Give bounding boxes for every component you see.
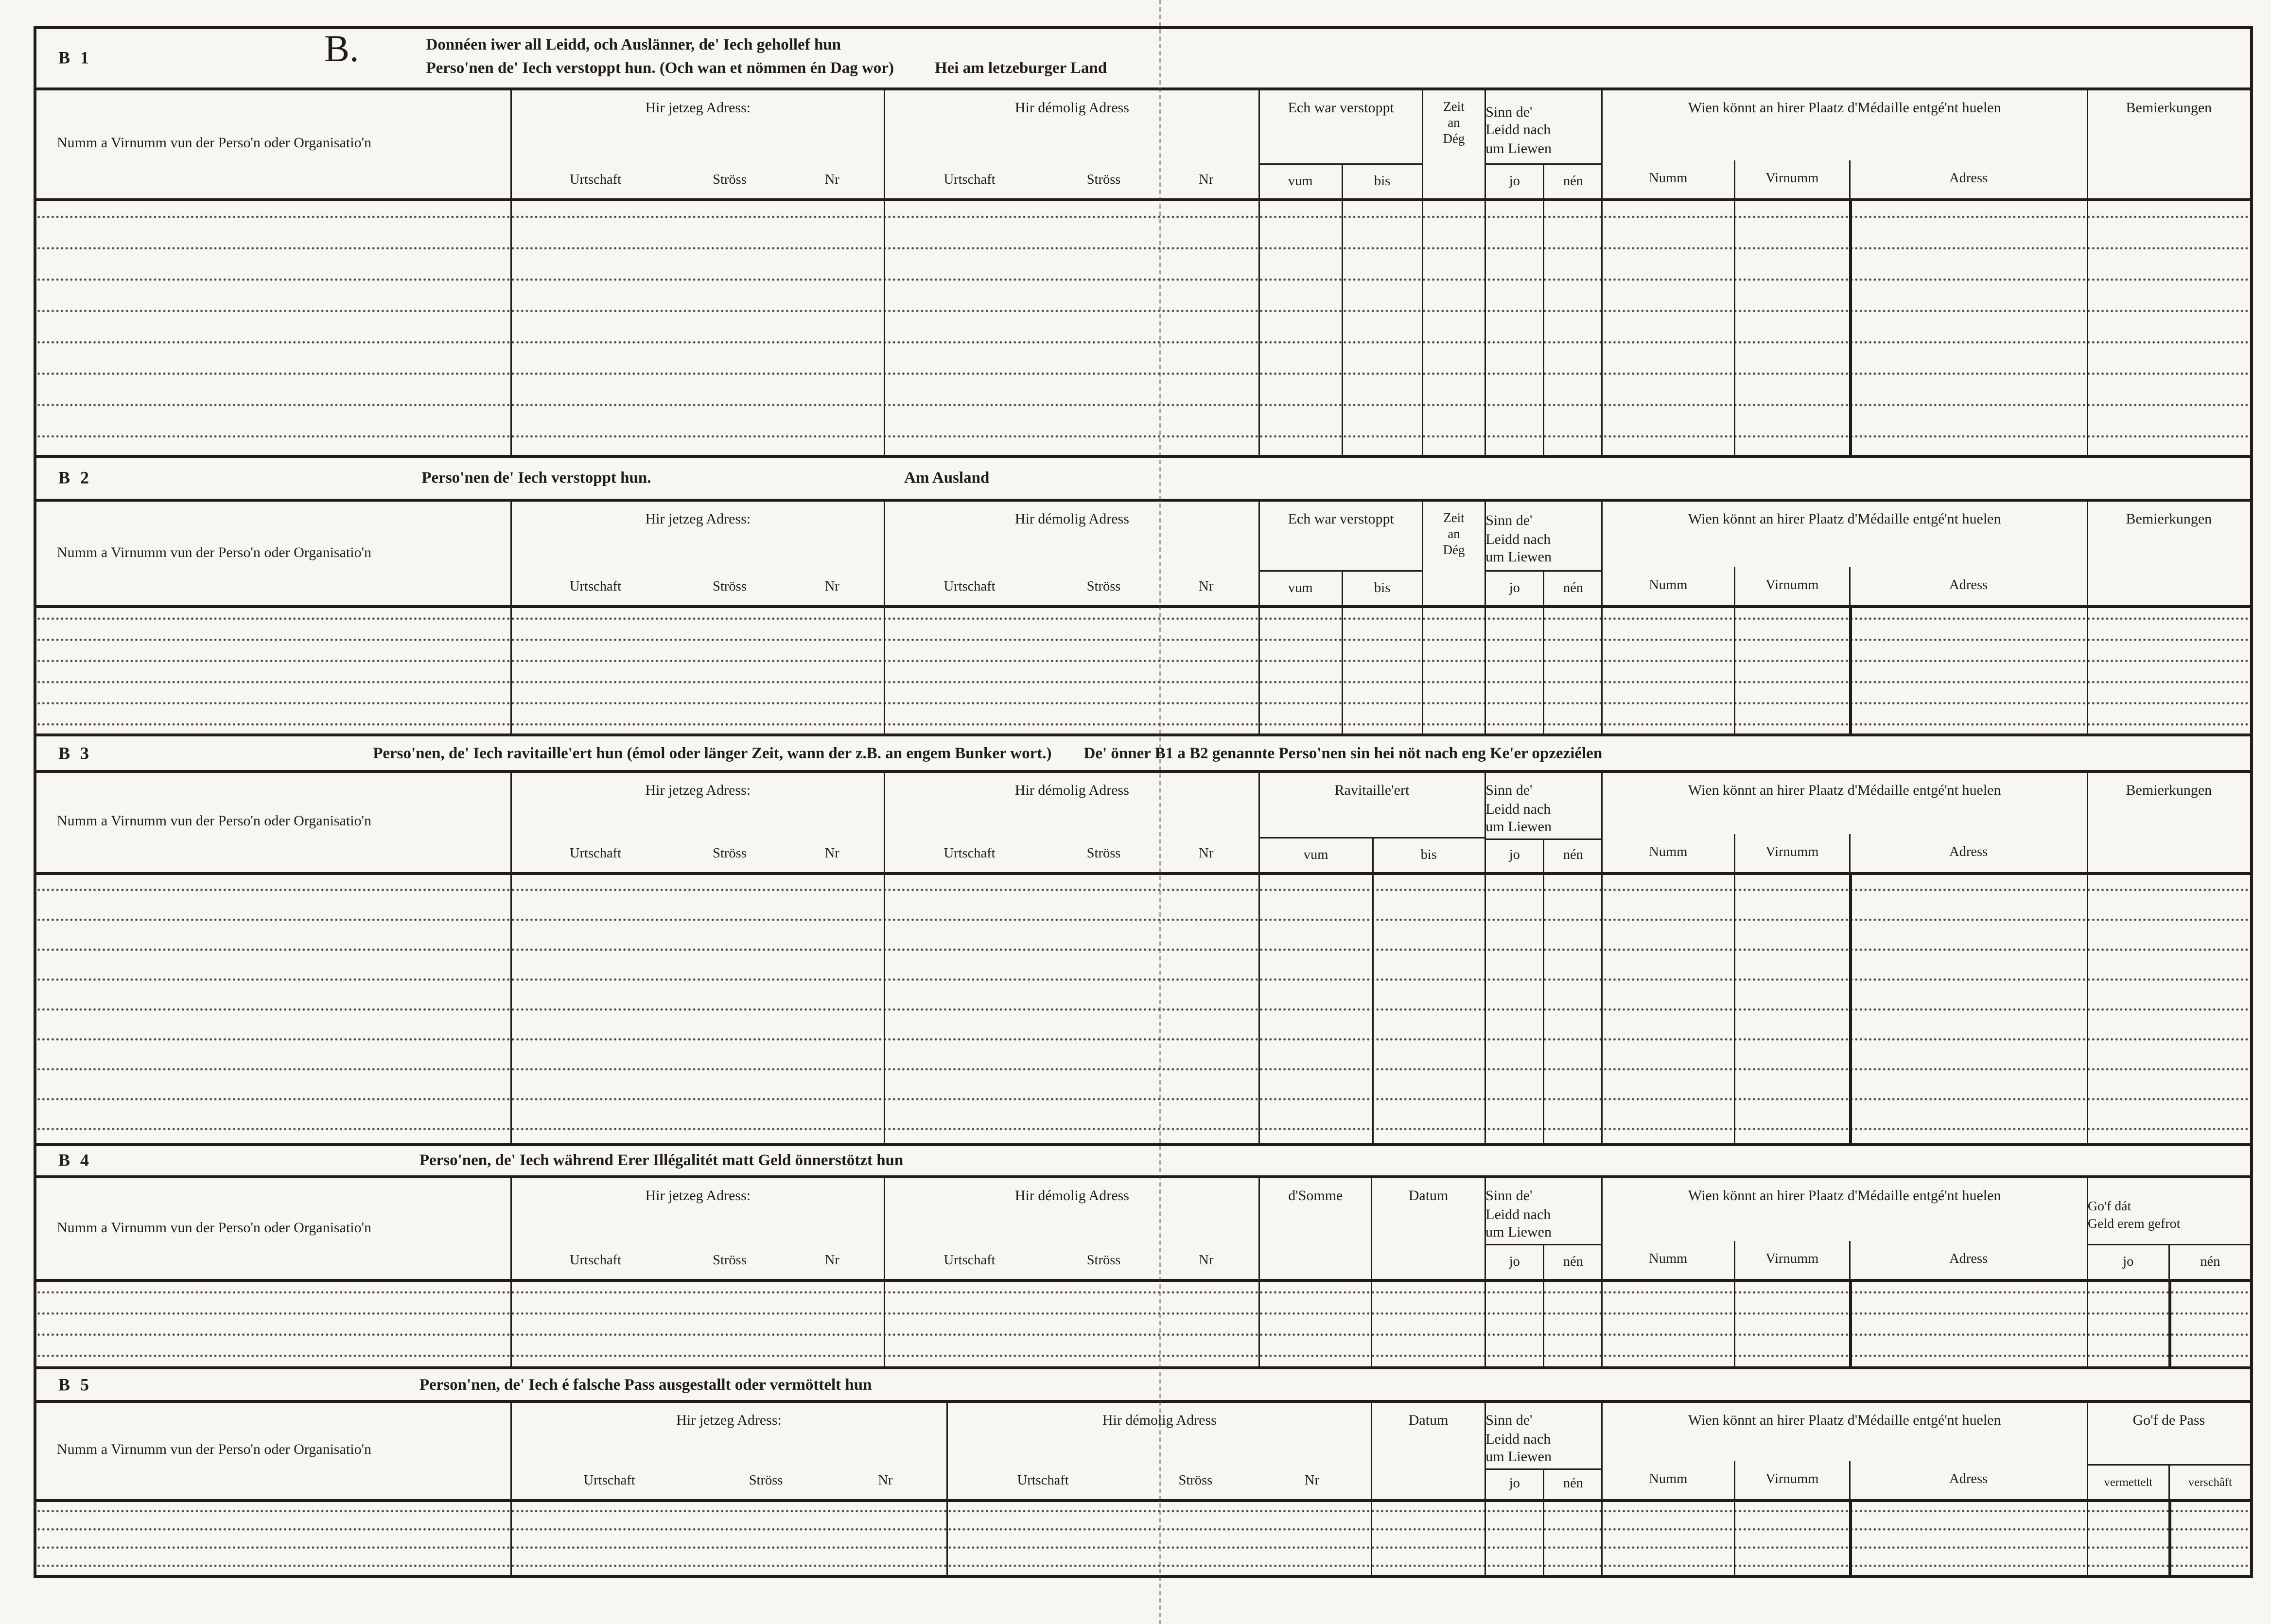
- divider: [1341, 201, 1343, 455]
- b2-rows-name: [36, 608, 510, 733]
- alive-label-3: um Liewen: [1485, 1449, 1552, 1466]
- subcol-numm-label: Numm: [1649, 846, 1688, 860]
- subcol-urtschaft-label: Urtschaft: [943, 1254, 996, 1269]
- divider: [1542, 201, 1544, 455]
- subcol-urtschaft-label: Urtschaft: [943, 847, 996, 862]
- b4-col-medal-recipient: [1602, 1178, 2086, 1279]
- subcol-nen-label: nén: [1543, 839, 1601, 873]
- days-label-1: Zeit: [1443, 99, 1465, 114]
- b4-rows-alive: [1484, 1282, 1601, 1366]
- b3-alive-subcols: [1485, 838, 1601, 873]
- b5-col-former-address: [946, 1403, 1371, 1499]
- b2-col-remarks: [2086, 502, 2250, 605]
- subcol-stross-label: Ströss: [1086, 1254, 1121, 1269]
- b5-title-band: [36, 1369, 2250, 1400]
- b4-date-label: Datum: [1408, 1188, 1449, 1205]
- subcol-numm-label: Numm: [1649, 172, 1688, 187]
- subcol-adress-label: Adress: [1850, 1461, 2086, 1499]
- b5-pass-status-label: Go'f de Pass: [2132, 1413, 2205, 1429]
- b3-col-alive: [1484, 773, 1601, 872]
- b5-current-address-label: Hir jetzeg Adress:: [676, 1413, 782, 1429]
- b1-col-current-address: [510, 90, 885, 198]
- subcol-stross-label: Ströss: [713, 847, 747, 862]
- b3-col-supplied-period: [1258, 773, 1484, 872]
- alive-label-3: um Liewen: [1485, 820, 1552, 836]
- b3-col-former-address: [884, 773, 1258, 872]
- alive-label-2: Leidd nach: [1485, 801, 1551, 818]
- b1-alive-subcols: [1485, 163, 1601, 198]
- b2-rows-current-address: [510, 608, 885, 733]
- b2-remarks-label: Bemierkungen: [2126, 512, 2212, 528]
- b5-former-address-subcols: [948, 1464, 1371, 1499]
- b1-col-former-address: [884, 90, 1258, 198]
- b1-rows-current-address: [510, 201, 885, 455]
- subcol-verschaft-label: verschâft: [2169, 1466, 2250, 1499]
- b4-alive-label: [1485, 1178, 1601, 1244]
- b5-medal-recipient-label: Wien könnt an hirer Plaatz d'Médaille entgé'nt huelen: [1688, 1413, 2001, 1429]
- alive-label-2: Leidd nach: [1485, 122, 1551, 139]
- b2-col-medal-recipient: [1602, 502, 2086, 605]
- divider: [2169, 1502, 2171, 1575]
- alive-label-1: Sinn de': [1485, 1188, 1533, 1205]
- b3-rows-name: [36, 875, 510, 1143]
- b1-medal-recipient-label: Wien könnt an hirer Plaatz d'Médaille entgé'nt huelen: [1688, 101, 2001, 117]
- b5-rows-date: [1371, 1502, 1484, 1575]
- divider: [1341, 608, 1343, 733]
- subcol-nen-label: nén: [1543, 1469, 1601, 1500]
- b5-title: Person'nen, de' Iech é falsche Pass ausgestallt oder vermöttelt hun: [419, 1376, 872, 1394]
- subcol-nen-label: nén: [1543, 572, 1601, 605]
- b1-title-line1: Donnéen iwer all Leidd, och Auslänner, de' Iech gehollef hun: [426, 36, 841, 54]
- section-b2: [36, 458, 2250, 736]
- subcol-vermettelt-label: vermettelt: [2104, 1476, 2153, 1489]
- subcol-stross-label: Ströss: [1178, 1474, 1213, 1489]
- subcol-stross-label: Ströss: [1086, 847, 1121, 862]
- days-label-2: an: [1448, 526, 1460, 541]
- b4-col-alive: [1484, 1178, 1601, 1279]
- subcol-adress-label: Adress: [1850, 834, 2086, 872]
- b5-rows-name: [36, 1502, 510, 1575]
- b1-hidden-period-label: Ech war verstoppt: [1288, 101, 1394, 117]
- b3-col-medal-recipient: [1602, 773, 2086, 872]
- form-letter-b: B.: [324, 28, 359, 70]
- section-b3: [36, 736, 2250, 1146]
- subcol-bis-label: bis: [1372, 838, 1484, 872]
- b1-entry-rows: [36, 201, 2250, 455]
- alive-label-3: um Liewen: [1485, 1225, 1552, 1241]
- b3-former-address-subcols: [886, 837, 1258, 872]
- b5-section-label: B 5: [58, 1374, 92, 1394]
- alive-label-3: um Liewen: [1485, 141, 1552, 157]
- b3-current-address-subcols: [512, 837, 885, 872]
- subcol-nen-label: nén: [1543, 165, 1601, 198]
- b3-supplied-label: Ravitaille'ert: [1334, 783, 1410, 799]
- subcol-jo-label: jo: [1509, 174, 1520, 189]
- alive-label-2: Leidd nach: [1485, 532, 1551, 548]
- subcol-nr-label: Nr: [1199, 580, 1214, 595]
- b2-col-name-label: Numm a Virnumm vun der Perso'n oder Organisatio'n: [57, 544, 372, 561]
- b5-col-alive: [1484, 1403, 1601, 1499]
- b2-rows-hidden-period: [1258, 608, 1422, 733]
- divider: [1733, 1502, 1735, 1575]
- b3-rows-remarks: [2086, 875, 2250, 1143]
- b3-rows-former-address: [884, 875, 1258, 1143]
- subcol-stross-label: Ströss: [1086, 580, 1121, 595]
- b5-col-date: [1371, 1403, 1484, 1499]
- b5-medal-recipient-subcols: [1603, 1461, 2086, 1499]
- subcol-urtschaft-label: Urtschaft: [569, 580, 622, 595]
- b3-col-current-address: [510, 773, 885, 872]
- b5-header-row: [36, 1400, 2250, 1502]
- subcol-nr-label: Nr: [824, 1254, 839, 1269]
- b4-col-name-label: Numm a Virnumm vun der Perso'n oder Organisatio'n: [57, 1220, 372, 1236]
- b2-rows-remarks: [2086, 608, 2250, 733]
- b1-col-days: [1422, 90, 1485, 198]
- b5-rows-former-address: [946, 1502, 1371, 1575]
- alive-label-1: Sinn de': [1485, 105, 1533, 121]
- b5-entry-rows: [36, 1502, 2250, 1575]
- b4-medal-recipient-subcols: [1603, 1241, 2086, 1279]
- b3-title-main: Perso'nen, de' Iech ravitaille'ert hun (émol oder länger Zeit, wann der z.B. an engem Bunker wort.): [373, 744, 1052, 762]
- divider: [1372, 875, 1374, 1143]
- b1-rows-former-address: [884, 201, 1258, 455]
- b5-former-address-label: Hir démolig Adress: [1102, 1413, 1217, 1429]
- subcol-nr-label: Nr: [824, 580, 839, 595]
- divider: [1850, 201, 1852, 455]
- money-asked-label-2: Geld erem gefrot: [2087, 1218, 2181, 1232]
- b5-col-name: [36, 1403, 510, 1499]
- b3-col-remarks: [2086, 773, 2250, 872]
- b1-col-hidden-period: [1258, 90, 1422, 198]
- days-label-3: Dég: [1443, 542, 1465, 557]
- section-b5: [36, 1369, 2250, 1575]
- subcol-urtschaft-label: Urtschaft: [569, 1254, 622, 1269]
- b4-amount-label: d'Somme: [1288, 1188, 1343, 1205]
- subcol-jo-label: jo: [1509, 581, 1520, 596]
- divider: [1733, 875, 1735, 1143]
- b5-pass-status-subcols: [2088, 1464, 2250, 1499]
- alive-label-1: Sinn de': [1485, 513, 1533, 530]
- b2-col-alive: [1484, 502, 1601, 605]
- b2-col-name: [36, 502, 510, 605]
- b2-alive-subcols: [1485, 570, 1601, 605]
- b4-current-address-label: Hir jetzeg Adress:: [645, 1188, 751, 1205]
- b1-col-name-label: Numm a Virnumm vun der Perso'n oder Organisatio'n: [57, 136, 372, 152]
- b4-rows-money-asked-back: [2086, 1282, 2250, 1366]
- b2-section-label: B 2: [58, 467, 92, 488]
- b3-medal-recipient-label: Wien könnt an hirer Plaatz d'Médaille entgé'nt huelen: [1688, 783, 2001, 799]
- subcol-urtschaft-label: Urtschaft: [583, 1474, 635, 1489]
- b4-header-row: [36, 1175, 2250, 1282]
- b1-rows-hidden-period: [1258, 201, 1422, 455]
- b5-alive-label: [1485, 1403, 1601, 1468]
- divider: [1850, 1282, 1852, 1366]
- subcol-numm-label: Numm: [1649, 1253, 1688, 1267]
- b3-former-address-label: Hir démolig Adress: [1014, 783, 1129, 799]
- b4-current-address-subcols: [512, 1244, 885, 1279]
- b1-medal-recipient-subcols: [1603, 160, 2086, 198]
- b3-remarks-label: Bemierkungen: [2126, 783, 2212, 799]
- b3-entry-rows: [36, 875, 2250, 1143]
- b1-titles: [426, 35, 1107, 80]
- b3-rows-current-address: [510, 875, 885, 1143]
- b5-alive-subcols: [1485, 1468, 1601, 1500]
- b4-entry-rows: [36, 1282, 2250, 1366]
- divider: [1733, 1282, 1735, 1366]
- subcol-vum-label: vum: [1288, 581, 1313, 596]
- subcol-bis-label: bis: [1341, 165, 1422, 198]
- b3-current-address-label: Hir jetzeg Adress:: [645, 783, 751, 799]
- b4-former-address-label: Hir démolig Adress: [1014, 1188, 1129, 1205]
- subcol-nr-label: Nr: [1199, 174, 1214, 188]
- subcol-nr-label: Nr: [824, 847, 839, 862]
- b4-col-amount: [1258, 1178, 1371, 1279]
- b5-rows-current-address: [510, 1502, 946, 1575]
- b3-rows-medal-recipient: [1602, 875, 2086, 1143]
- b4-section-label: B 4: [58, 1150, 92, 1170]
- b3-rows-alive: [1484, 875, 1601, 1143]
- b5-col-medal-recipient: [1602, 1403, 2086, 1499]
- b1-rows-name: [36, 201, 510, 455]
- b2-rows-former-address: [884, 608, 1258, 733]
- b4-title-band: [36, 1146, 2250, 1175]
- b1-title-band: [36, 29, 2250, 87]
- subcol-virnumm-label: Virnumm: [1733, 160, 1850, 198]
- b1-col-remarks: [2086, 90, 2250, 198]
- b1-current-address-label: Hir jetzeg Adress:: [645, 101, 751, 117]
- section-b4: [36, 1146, 2250, 1369]
- b2-title-location: Am Ausland: [904, 470, 990, 487]
- days-label-3: Dég: [1443, 131, 1465, 146]
- b5-date-label: Datum: [1408, 1413, 1449, 1429]
- subcol-nen-label: nén: [2169, 1245, 2250, 1279]
- b2-col-current-address: [510, 502, 885, 605]
- subcol-nr-label: Nr: [1199, 847, 1214, 862]
- b4-former-address-subcols: [886, 1244, 1258, 1279]
- alive-label-1: Sinn de': [1485, 1413, 1533, 1429]
- b3-title-note: De' önner B1 a B2 genannte Perso'nen sin hei nöt nach eng Ke'er opzeziélen: [1083, 744, 1603, 762]
- subcol-nr-label: Nr: [878, 1474, 893, 1489]
- b4-title: Perso'nen, de' Iech während Erer Illégalitét matt Geld önnerstötzt hun: [419, 1152, 904, 1170]
- b1-header-row: [36, 87, 2250, 201]
- b2-current-address-subcols: [512, 570, 885, 605]
- subcol-jo-label: jo: [1509, 1477, 1520, 1492]
- b2-col-hidden-period: [1258, 502, 1422, 605]
- divider: [2169, 1282, 2171, 1366]
- alive-label-2: Leidd nach: [1485, 1431, 1551, 1448]
- subcol-vum-label: vum: [1288, 174, 1313, 189]
- subcol-adress-label: Adress: [1850, 160, 2086, 198]
- subcol-stross-label: Ströss: [713, 174, 747, 188]
- b2-current-address-label: Hir jetzeg Adress:: [645, 512, 751, 528]
- b1-title-line2: [426, 58, 1107, 81]
- subcol-jo-label: jo: [2123, 1255, 2134, 1270]
- b5-col-pass-status: [2086, 1403, 2250, 1499]
- alive-label-2: Leidd nach: [1485, 1207, 1551, 1223]
- b1-former-address-subcols: [886, 163, 1258, 198]
- b1-alive-label: [1485, 90, 1601, 163]
- subcol-bis-label: bis: [1341, 572, 1422, 605]
- b1-rows-days: [1422, 201, 1485, 455]
- divider: [1850, 875, 1852, 1143]
- b2-hidden-period-subcols: [1260, 570, 1422, 605]
- subcol-stross-label: Ströss: [713, 580, 747, 595]
- subcol-urtschaft-label: Urtschaft: [1017, 1474, 1069, 1489]
- subcol-urtschaft-label: Urtschaft: [569, 847, 622, 862]
- b4-col-former-address: [884, 1178, 1258, 1279]
- b4-rows-medal-recipient: [1602, 1282, 2086, 1366]
- b2-entry-rows: [36, 608, 2250, 733]
- alive-label-3: um Liewen: [1485, 550, 1552, 566]
- b1-remarks-label: Bemierkungen: [2126, 101, 2212, 117]
- b5-col-name-label: Numm a Virnumm vun der Perso'n oder Organisatio'n: [57, 1442, 372, 1458]
- divider: [1542, 1502, 1544, 1575]
- b5-col-current-address: [510, 1403, 946, 1499]
- subcol-vum-label: vum: [1303, 848, 1328, 863]
- subcol-adress-label: Adress: [1850, 1241, 2086, 1279]
- b4-rows-amount: [1258, 1282, 1371, 1366]
- b1-section-label: B 1: [58, 47, 92, 68]
- b5-current-address-subcols: [512, 1464, 946, 1499]
- subcol-urtschaft-label: Urtschaft: [943, 174, 996, 188]
- b2-hidden-period-label: Ech war verstoppt: [1288, 512, 1394, 528]
- form-b: [34, 26, 2253, 1578]
- b2-title-band: [36, 458, 2250, 499]
- b4-rows-name: [36, 1282, 510, 1366]
- subcol-adress-label: Adress: [1850, 567, 2086, 605]
- subcol-stross-label: Ströss: [713, 1254, 747, 1269]
- subcol-numm-label: Numm: [1649, 579, 1688, 594]
- b2-rows-medal-recipient: [1602, 608, 2086, 733]
- divider: [1733, 608, 1735, 733]
- divider: [1850, 608, 1852, 733]
- divider: [1542, 608, 1544, 733]
- b3-col-name-label: Numm a Virnumm vun der Perso'n oder Organisatio'n: [57, 814, 372, 830]
- subcol-nr-label: Nr: [1199, 1254, 1214, 1269]
- b3-title: [373, 745, 1602, 762]
- b2-col-former-address: [884, 502, 1258, 605]
- b1-title-line2-location: Hei am letzeburger Land: [934, 59, 1107, 77]
- b1-col-alive: [1484, 90, 1601, 198]
- b4-rows-current-address: [510, 1282, 885, 1366]
- b3-col-name: [36, 773, 510, 872]
- subcol-urtschaft-label: Urtschaft: [943, 580, 996, 595]
- b2-medal-recipient-subcols: [1603, 567, 2086, 605]
- b4-rows-former-address: [884, 1282, 1258, 1366]
- subcol-virnumm-label: Virnumm: [1733, 1461, 1850, 1499]
- b4-col-current-address: [510, 1178, 885, 1279]
- divider: [1733, 201, 1735, 455]
- b4-col-date: [1371, 1178, 1484, 1279]
- days-label-1: Zeit: [1443, 510, 1465, 525]
- b2-medal-recipient-label: Wien könnt an hirer Plaatz d'Médaille entgé'nt huelen: [1688, 512, 2001, 528]
- section-b1: [36, 29, 2250, 458]
- subcol-stross-label: Ströss: [749, 1474, 783, 1489]
- b1-col-medal-recipient: [1602, 90, 2086, 198]
- subcol-stross-label: Ströss: [1086, 174, 1121, 188]
- b3-title-band: [36, 736, 2250, 770]
- divider: [1542, 1282, 1544, 1366]
- b4-money-asked-subcols: [2088, 1244, 2250, 1279]
- b1-hidden-period-subcols: [1260, 163, 1422, 198]
- subcol-virnumm-label: Virnumm: [1733, 1241, 1850, 1279]
- b2-alive-label: [1485, 502, 1601, 570]
- b5-rows-medal-recipient: [1602, 1502, 2086, 1575]
- b1-title-line2-main: Perso'nen de' Iech verstoppt hun. (Och wan et nömmen én Dag wor): [426, 59, 894, 77]
- b5-rows-alive: [1484, 1502, 1601, 1575]
- b4-alive-subcols: [1485, 1244, 1601, 1279]
- money-asked-label-1: Go'f dát: [2087, 1199, 2131, 1214]
- b1-current-address-subcols: [512, 163, 885, 198]
- b3-rows-supplied-period: [1258, 875, 1484, 1143]
- divider: [1542, 875, 1544, 1143]
- b1-col-name: [36, 90, 510, 198]
- b2-title: Perso'nen de' Iech verstoppt hun.: [421, 470, 651, 487]
- b1-rows-medal-recipient: [1602, 201, 2086, 455]
- b2-former-address-label: Hir démolig Adress: [1014, 512, 1129, 528]
- subcol-numm-label: Numm: [1649, 1473, 1688, 1487]
- subcol-urtschaft-label: Urtschaft: [569, 174, 622, 188]
- subcol-virnumm-label: Virnumm: [1733, 834, 1850, 872]
- b2-former-address-subcols: [886, 570, 1258, 605]
- subcol-jo-label: jo: [1509, 1255, 1520, 1270]
- b2-col-days: [1422, 502, 1485, 605]
- b2-rows-days: [1422, 608, 1485, 733]
- b3-alive-label: [1485, 773, 1601, 838]
- alive-label-1: Sinn de': [1485, 783, 1533, 799]
- b2-rows-alive: [1484, 608, 1601, 733]
- b3-medal-recipient-subcols: [1603, 834, 2086, 872]
- b4-medal-recipient-label: Wien könnt an hirer Plaatz d'Médaille entgé'nt huelen: [1688, 1188, 2001, 1205]
- b3-section-label: B 3: [58, 742, 92, 763]
- subcol-nr-label: Nr: [824, 174, 839, 188]
- b4-money-asked-label: [2088, 1178, 2250, 1244]
- subcol-jo-label: jo: [1509, 848, 1520, 863]
- b4-rows-date: [1371, 1282, 1484, 1366]
- days-label-2: an: [1448, 115, 1460, 130]
- b2-header-row: [36, 499, 2250, 608]
- b5-rows-pass-status: [2086, 1502, 2250, 1575]
- b4-col-money-asked-back: [2086, 1178, 2250, 1279]
- b1-rows-remarks: [2086, 201, 2250, 455]
- subcol-virnumm-label: Virnumm: [1733, 567, 1850, 605]
- subcol-nen-label: nén: [1543, 1245, 1601, 1279]
- b4-col-name: [36, 1178, 510, 1279]
- subcol-nr-label: Nr: [1304, 1474, 1320, 1489]
- b3-supplied-subcols: [1260, 837, 1484, 872]
- divider: [1850, 1502, 1852, 1575]
- b1-former-address-label: Hir démolig Adress: [1014, 101, 1129, 117]
- b3-header-row: [36, 770, 2250, 875]
- b1-rows-alive: [1484, 201, 1601, 455]
